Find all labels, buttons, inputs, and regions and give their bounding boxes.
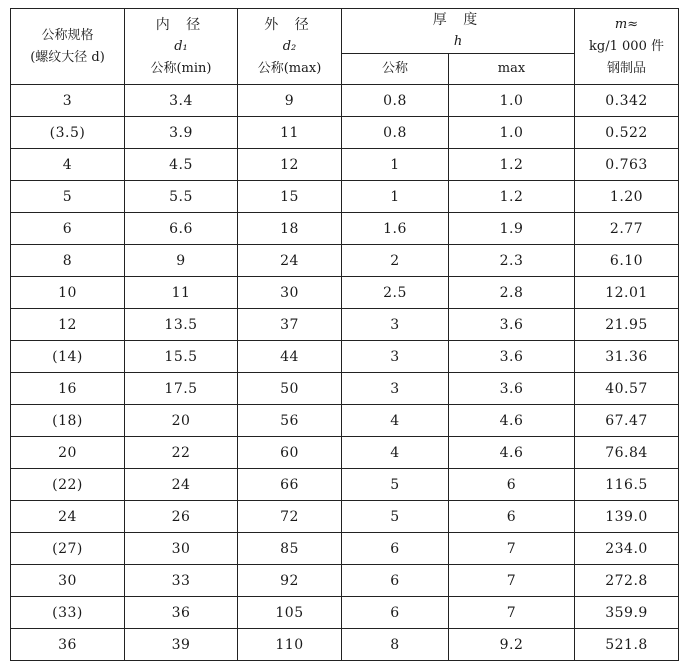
table-row — [11, 213, 679, 245]
thickness-nominal-cell: 0.8 — [342, 117, 449, 149]
thickness-max-cell: 1.2 — [449, 181, 575, 213]
nominal-size-cell: (14) — [11, 341, 125, 373]
header-inner-diameter — [125, 9, 238, 85]
table-row — [11, 469, 679, 501]
inner-diameter-cell: 13.5 — [125, 309, 238, 341]
nominal-size-cell: (18) — [11, 405, 125, 437]
outer-diameter-cell: 11 — [238, 117, 342, 149]
header-mass-line2: kg/1 000 件 — [589, 38, 664, 54]
outer-diameter-cell: 92 — [238, 565, 342, 597]
nominal-size-cell: 6 — [11, 213, 125, 245]
thickness-max-cell: 6 — [449, 469, 575, 501]
inner-diameter-cell: 24 — [125, 469, 238, 501]
mass-cell: 1.20 — [575, 181, 679, 213]
nominal-size-cell: 4 — [11, 149, 125, 181]
thickness-max-cell: 1.9 — [449, 213, 575, 245]
outer-diameter-cell: 56 — [238, 405, 342, 437]
thickness-nominal-cell: 8 — [342, 629, 449, 661]
inner-diameter-cell: 6.6 — [125, 213, 238, 245]
inner-diameter-cell: 9 — [125, 245, 238, 277]
thickness-max-cell: 7 — [449, 565, 575, 597]
table-row — [11, 277, 679, 309]
table-row — [11, 245, 679, 277]
mass-cell: 67.47 — [575, 405, 679, 437]
thickness-nominal-cell: 4 — [342, 405, 449, 437]
outer-diameter-cell: 18 — [238, 213, 342, 245]
thickness-nominal-cell: 1 — [342, 149, 449, 181]
outer-diameter-cell: 24 — [238, 245, 342, 277]
nominal-size-cell: 8 — [11, 245, 125, 277]
thickness-nominal-cell: 1 — [342, 181, 449, 213]
nominal-size-cell: (33) — [11, 597, 125, 629]
table-row — [11, 181, 679, 213]
outer-diameter-cell: 85 — [238, 533, 342, 565]
header-mass-line1: m≈ — [614, 16, 639, 32]
outer-diameter-cell: 37 — [238, 309, 342, 341]
inner-diameter-cell: 26 — [125, 501, 238, 533]
thickness-max-cell: 4.6 — [449, 437, 575, 469]
thickness-max-cell: 7 — [449, 533, 575, 565]
header-nominal-size — [11, 9, 125, 85]
outer-diameter-cell: 72 — [238, 501, 342, 533]
header-outer-title: 外 径 — [264, 16, 315, 33]
inner-diameter-cell: 39 — [125, 629, 238, 661]
table-row — [11, 309, 679, 341]
nominal-size-cell: (27) — [11, 533, 125, 565]
inner-diameter-cell: 17.5 — [125, 373, 238, 405]
thickness-nominal-cell: 3 — [342, 341, 449, 373]
nominal-size-cell: 3 — [11, 85, 125, 117]
table-row — [11, 565, 679, 597]
mass-cell: 2.77 — [575, 213, 679, 245]
inner-diameter-cell: 4.5 — [125, 149, 238, 181]
table-row — [11, 341, 679, 373]
header-nominal-line2: (螺纹大径 d) — [30, 49, 105, 65]
header-inner-qualifier: 公称(min) — [150, 60, 212, 76]
table-header — [11, 9, 679, 85]
outer-diameter-cell: 60 — [238, 437, 342, 469]
outer-diameter-cell: 15 — [238, 181, 342, 213]
header-nominal-line1: 公称规格 — [41, 27, 94, 43]
inner-diameter-cell: 5.5 — [125, 181, 238, 213]
outer-diameter-cell: 44 — [238, 341, 342, 373]
thickness-nominal-cell: 6 — [342, 597, 449, 629]
table-row — [11, 597, 679, 629]
header-outer-qualifier: 公称(max) — [257, 60, 322, 76]
outer-diameter-cell: 12 — [238, 149, 342, 181]
thickness-nominal-cell: 5 — [342, 501, 449, 533]
mass-cell: 0.763 — [575, 149, 679, 181]
thickness-max-cell: 9.2 — [449, 629, 575, 661]
outer-diameter-cell: 50 — [238, 373, 342, 405]
inner-diameter-cell: 3.4 — [125, 85, 238, 117]
nominal-size-cell: 24 — [11, 501, 125, 533]
thickness-max-cell: 2.8 — [449, 277, 575, 309]
thickness-max-cell: 1.2 — [449, 149, 575, 181]
mass-cell: 40.57 — [575, 373, 679, 405]
inner-diameter-cell: 3.9 — [125, 117, 238, 149]
thickness-max-cell: 4.6 — [449, 405, 575, 437]
thickness-max-cell: 3.6 — [449, 341, 575, 373]
nominal-size-cell: 30 — [11, 565, 125, 597]
header-outer-symbol: d₂ — [282, 38, 297, 54]
thickness-max-cell: 1.0 — [449, 117, 575, 149]
thickness-max-cell: 2.3 — [449, 245, 575, 277]
mass-cell: 0.522 — [575, 117, 679, 149]
nominal-size-cell: 5 — [11, 181, 125, 213]
mass-cell: 12.01 — [575, 277, 679, 309]
mass-cell: 234.0 — [575, 533, 679, 565]
mass-cell: 359.9 — [575, 597, 679, 629]
header-thickness — [342, 9, 575, 54]
washer-dimension-table — [10, 8, 679, 661]
nominal-size-cell: (3.5) — [11, 117, 125, 149]
mass-cell: 521.8 — [575, 629, 679, 661]
thickness-nominal-cell: 6 — [342, 565, 449, 597]
thickness-nominal-cell: 2 — [342, 245, 449, 277]
outer-diameter-cell: 30 — [238, 277, 342, 309]
header-mass — [575, 9, 679, 85]
header-outer-diameter — [238, 9, 342, 85]
inner-diameter-cell: 15.5 — [125, 341, 238, 373]
table-row — [11, 501, 679, 533]
thickness-nominal-cell: 1.6 — [342, 213, 449, 245]
outer-diameter-cell: 66 — [238, 469, 342, 501]
outer-diameter-cell: 105 — [238, 597, 342, 629]
table-body — [11, 85, 679, 661]
header-thickness-nominal: 公称 — [342, 54, 449, 85]
table-row — [11, 85, 679, 117]
table-row — [11, 149, 679, 181]
nominal-size-cell: 16 — [11, 373, 125, 405]
table-row — [11, 629, 679, 661]
header-thickness-symbol: h — [453, 34, 463, 49]
thickness-nominal-cell: 0.8 — [342, 85, 449, 117]
mass-cell: 21.95 — [575, 309, 679, 341]
inner-diameter-cell: 22 — [125, 437, 238, 469]
mass-cell: 0.342 — [575, 85, 679, 117]
nominal-size-cell: 12 — [11, 309, 125, 341]
nominal-size-cell: (22) — [11, 469, 125, 501]
mass-cell: 6.10 — [575, 245, 679, 277]
thickness-nominal-cell: 4 — [342, 437, 449, 469]
nominal-size-cell: 36 — [11, 629, 125, 661]
header-mass-line3: 钢制品 — [607, 60, 647, 76]
thickness-nominal-cell: 5 — [342, 469, 449, 501]
thickness-nominal-cell: 6 — [342, 533, 449, 565]
mass-cell: 116.5 — [575, 469, 679, 501]
header-inner-symbol: d₁ — [174, 38, 188, 54]
inner-diameter-cell: 20 — [125, 405, 238, 437]
thickness-nominal-cell: 3 — [342, 309, 449, 341]
header-inner-title: 内 径 — [155, 16, 207, 33]
outer-diameter-cell: 9 — [238, 85, 342, 117]
outer-diameter-cell: 110 — [238, 629, 342, 661]
table-row — [11, 373, 679, 405]
thickness-max-cell: 6 — [449, 501, 575, 533]
thickness-max-cell: 1.0 — [449, 85, 575, 117]
mass-cell: 31.36 — [575, 341, 679, 373]
table-row — [11, 117, 679, 149]
header-thickness-title: 厚 度 — [432, 12, 484, 28]
thickness-max-cell: 3.6 — [449, 309, 575, 341]
thickness-nominal-cell: 2.5 — [342, 277, 449, 309]
table-row — [11, 437, 679, 469]
inner-diameter-cell: 36 — [125, 597, 238, 629]
thickness-max-cell: 7 — [449, 597, 575, 629]
mass-cell: 76.84 — [575, 437, 679, 469]
nominal-size-cell: 20 — [11, 437, 125, 469]
thickness-nominal-cell: 3 — [342, 373, 449, 405]
inner-diameter-cell: 33 — [125, 565, 238, 597]
header-thickness-max: max — [449, 54, 575, 85]
table-row — [11, 405, 679, 437]
inner-diameter-cell: 30 — [125, 533, 238, 565]
mass-cell: 272.8 — [575, 565, 679, 597]
inner-diameter-cell: 11 — [125, 277, 238, 309]
table-row — [11, 533, 679, 565]
nominal-size-cell: 10 — [11, 277, 125, 309]
mass-cell: 139.0 — [575, 501, 679, 533]
thickness-max-cell: 3.6 — [449, 373, 575, 405]
